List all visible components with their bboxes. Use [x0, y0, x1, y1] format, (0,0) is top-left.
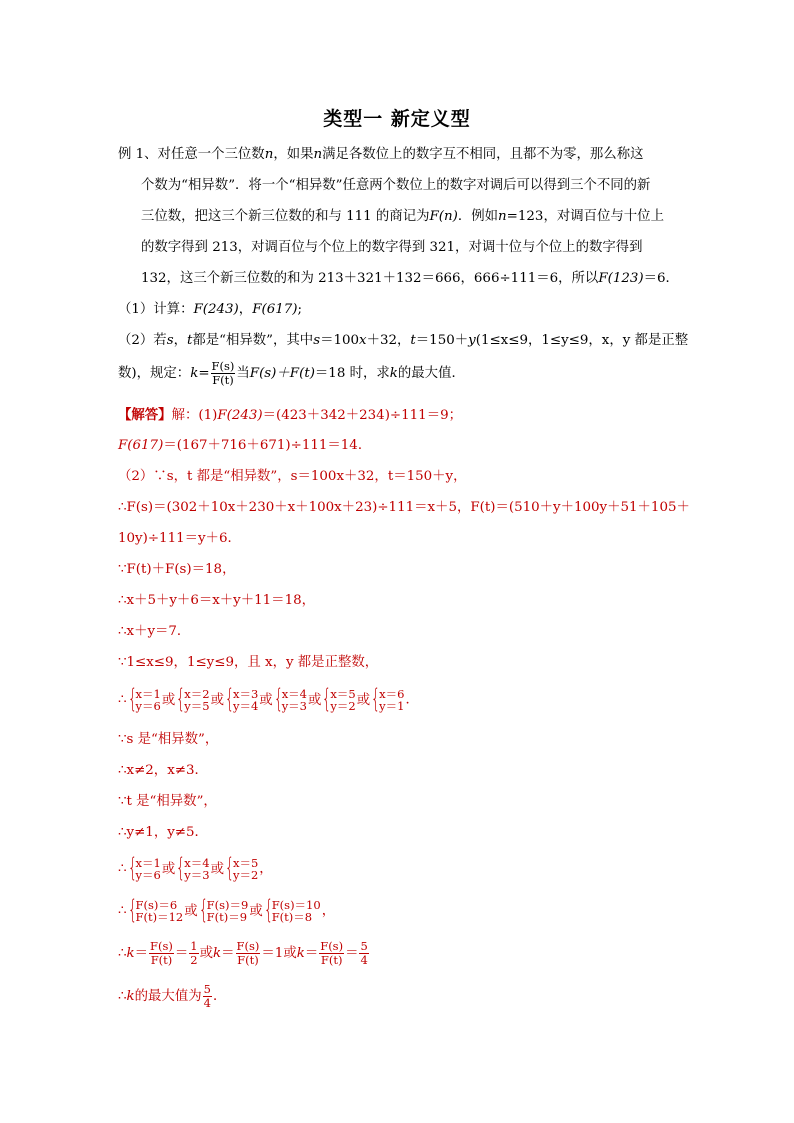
solution-tag: 【解答】 — [118, 407, 172, 423]
equation-row: F(t)＝12 — [135, 910, 184, 924]
solution-line-6: ∵F(t)＋F(s)＝18， — [118, 562, 236, 577]
solution-line-1: 【解答】解：(1)F(243)＝(423＋342＋234)÷111＝9； — [118, 407, 462, 423]
equation-row: x＝6 — [379, 687, 405, 701]
equation-row: x＝3 — [232, 687, 259, 701]
or-word: 或 — [210, 861, 224, 877]
or-word: 或 — [161, 861, 176, 877]
equation-row: F(t)＝9 — [206, 910, 248, 924]
page-title: 类型一 新定义型 — [323, 108, 471, 130]
solution-systems-1: ∴ { x＝1 y＝6 或 { x＝2 y＝5 或 { x＝3 y＝4 或 { x＝4 y＝3 或 { x＝5 y＝2 或 { x＝6 y＝1 ． — [118, 684, 419, 714]
equation-system — [224, 853, 259, 883]
brace-icon: { — [371, 684, 381, 714]
equation-row: y＝3 — [184, 868, 210, 882]
k-fraction: $\frac{F(s)}{F(t)}$ — [211, 359, 235, 387]
solution-line-2: F(617)＝(167＋716＋671)÷111＝14． — [118, 438, 372, 453]
solution-systems-2: ∴ { x＝1 y＝6 或 { x＝4 y＝3 或 { x＝5 y＝2 ， — [118, 853, 273, 883]
problem-line-2: 个数为“相异数”．将一个“相异数”任意两个数位上的数字对调后可以得到三个不同的新 — [141, 178, 651, 193]
solution-line-3: （2）∵s，t 都是“相异数”，s＝100x＋32，t＝150＋y， — [118, 469, 467, 484]
solution-line-14: ∴y≠1，y≠5． — [118, 825, 208, 840]
solution-line-5: 10y)÷111＝y＋6． — [118, 531, 241, 546]
question-2: （2）若s，t都是“相异数”，其中s＝100x＋32，t＝150＋y(1≤x≤9，1≤y≤9，x，y 都是正整 — [118, 333, 689, 348]
equation-row: F(t)＝8 — [271, 910, 313, 924]
equation-row: y＝3 — [281, 699, 308, 713]
brace-icon: { — [198, 895, 208, 925]
equation-system — [127, 853, 161, 883]
equation-row: y＝5 — [184, 699, 210, 713]
equation-systems-2 — [127, 853, 260, 883]
or-word: 或 — [184, 903, 198, 919]
question-1: （1）计算：F(243)，F(617); — [118, 302, 303, 317]
solution-line-9: ∵1≤x≤9，1≤y≤9，且 x，y 都是正整数， — [118, 655, 379, 670]
problem-line-5: 132，这三个新三位数的和为 213＋321＋132＝666，666÷111＝6，所以F(123)＝6． — [141, 271, 679, 286]
equation-row: y＝6 — [135, 699, 161, 713]
or-word: 或 — [259, 692, 273, 708]
equation-row: F(s)＝10 — [271, 898, 321, 912]
solution-final: ∴k的最大值为 $\frac{5}{4}$ ． — [118, 982, 227, 1010]
equation-systems-1 — [127, 684, 406, 714]
solution-systems-3: ∴ { F(s)＝6 F(t)＝12 或 { F(s)＝9 F(t)＝9 或 { F(s)＝10 F(t)＝8 ， — [118, 895, 336, 925]
solution-line-8: ∴x＋y＝7． — [118, 624, 191, 639]
equation-system — [127, 895, 184, 925]
solution-line-7: ∴x＋5＋y＋6＝x＋y＋11＝18， — [118, 593, 315, 608]
or-word: 或 — [210, 692, 224, 708]
brace-icon: { — [224, 684, 235, 714]
equation-row: y＝6 — [135, 868, 161, 882]
equation-row: x＝5 — [232, 856, 259, 870]
equation-system — [224, 684, 259, 714]
or-word: 或 — [249, 903, 263, 919]
equation-system — [371, 684, 405, 714]
max-value-fraction: $\frac{5}{4}$ — [203, 982, 211, 1010]
brace-icon: { — [224, 853, 235, 883]
solution-line-13: ∵t 是“相异数”， — [118, 794, 217, 809]
equation-system — [176, 853, 210, 883]
equation-row: y＝2 — [232, 868, 259, 882]
equation-row: x＝2 — [184, 687, 210, 701]
equation-system — [263, 895, 321, 925]
brace-icon: { — [176, 853, 186, 883]
equation-row: y＝2 — [330, 699, 356, 713]
or-word: 或 — [161, 692, 176, 708]
equation-system — [322, 684, 356, 714]
equation-row: y＝4 — [232, 699, 259, 713]
solution-line-12: ∴x≠2，x≠3． — [118, 763, 208, 778]
equation-row: y＝1 — [379, 699, 405, 713]
equation-row: x＝4 — [281, 687, 307, 701]
brace-icon: { — [263, 895, 273, 925]
equation-row: x＝1 — [135, 856, 161, 870]
problem-line-4: 的数字得到 213，对调百位与个位上的数字得到 321，对调十位与个位上的数字得到 — [141, 240, 643, 255]
problem-line-3: 三位数，把这三个新三位数的和与 111 的商记为F(n)．例如n=123，对调百位与十位上 — [141, 209, 664, 224]
or-word: 或 — [308, 692, 322, 708]
brace-icon: { — [176, 684, 186, 714]
brace-icon: { — [322, 684, 332, 714]
question-2-rule: 数)，规定：k= $\frac{F(s)}{F(t)}$ 当F(s)＋F(t)＝18 时，求k的最大值． — [118, 359, 465, 387]
brace-icon: { — [127, 853, 137, 883]
solution-line-11: ∵s 是“相异数”， — [118, 732, 219, 747]
brace-icon: { — [127, 684, 137, 714]
equation-system — [198, 895, 249, 925]
solution-k-values: ∴k＝ $\frac{F(s)}{F(t)}$ ＝ $\frac{1}{2}$ 或k＝ $\frac{F(s)}{F(t)}$ ＝1或k＝ $\frac{F(s)}{F(t)}$ ＝ $\frac{5}{4}$ — [118, 939, 368, 967]
equation-system — [273, 684, 308, 714]
brace-icon: { — [127, 895, 137, 925]
equation-system — [176, 684, 210, 714]
brace-icon: { — [273, 684, 283, 714]
equation-systems-3 — [127, 895, 322, 925]
equation-row: x＝1 — [135, 687, 161, 701]
or-word: 或 — [356, 692, 371, 708]
equation-row: x＝4 — [184, 856, 210, 870]
equation-row: F(s)＝6 — [135, 898, 178, 912]
problem-line-1: 例 1、对任意一个三位数n，如果n满足各数位上的数字互不相同，且都不为零，那么称这 — [118, 147, 644, 162]
equation-row: F(s)＝9 — [206, 898, 249, 912]
solution-line-4: ∴F(s)＝(302＋10x＋230＋x＋100x＋23)÷111＝x＋5，F(t)＝(510＋y＋100y＋51＋105＋ — [118, 500, 690, 515]
equation-row: x＝5 — [330, 687, 356, 701]
equation-system — [127, 684, 161, 714]
